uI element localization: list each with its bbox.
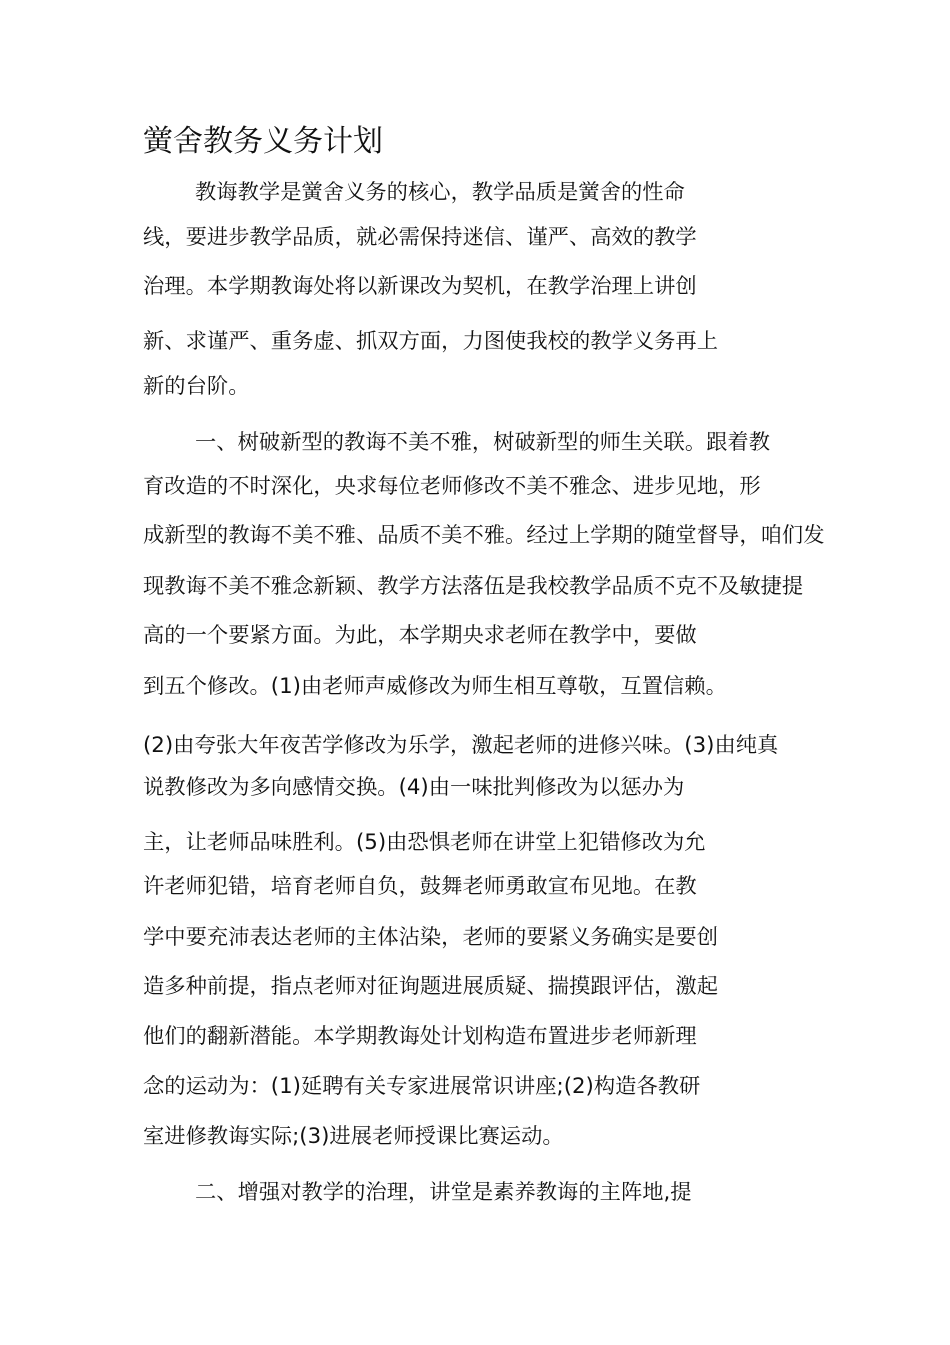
- paragraph-line: 许老师犯错，培育老师自负，鼓舞老师勇敢宣布见地。在教: [143, 874, 697, 899]
- paragraph-line: 室进修教诲实际;(3)进展老师授课比赛运动。: [143, 1124, 564, 1149]
- paragraph-line: 成新型的教诲不美不雅、品质不美不雅。经过上学期的随堂督导，咱们发: [143, 523, 825, 548]
- paragraph-line: 新的台阶。: [143, 374, 250, 399]
- paragraph-line: 教诲教学是黉舍义务的核心，教学品质是黉舍的性命: [195, 180, 685, 205]
- paragraph-line: 造多种前提，指点老师对征询题进展质疑、揣摸跟评估，激起: [143, 974, 719, 999]
- paragraph-line: 他们的翻新潜能。本学期教诲处计划构造布置进步老师新理: [143, 1024, 697, 1049]
- paragraph-line: 到五个修改。(1)由老师声威修改为师生相互尊敬，互置信赖。: [143, 674, 727, 699]
- paragraph-line: 新、求谨严、重务虚、抓双方面，力图使我校的教学义务再上: [143, 329, 719, 354]
- paragraph-line: 说教修改为多向感情交换。(4)由一味批判修改为以惩办为: [143, 775, 685, 800]
- document-title: 黉舍教务义务计划: [143, 124, 383, 159]
- paragraph-line: 治理。本学期教诲处将以新课改为契机，在教学治理上讲创: [143, 274, 697, 299]
- paragraph-line: 高的一个要紧方面。为此，本学期央求老师在教学中，要做: [143, 623, 697, 648]
- paragraph-line: 学中要充沛表达老师的主体沾染，老师的要紧义务确实是要创: [143, 925, 719, 950]
- paragraph-line: 一、树破新型的教诲不美不雅，树破新型的师生关联。跟着教: [195, 430, 771, 455]
- paragraph-line: 线，要进步教学品质，就必需保持迷信、谨严、高效的教学: [143, 225, 697, 250]
- paragraph-line: 念的运动为：(1)延聘有关专家进展常识讲座;(2)构造各教研: [143, 1074, 701, 1099]
- paragraph-line: 现教诲不美不雅念新颖、教学方法落伍是我校教学品质不克不及敏捷提: [143, 574, 804, 599]
- paragraph-line: 育改造的不时深化，央求每位老师修改不美不雅念、进步见地，形: [143, 474, 761, 499]
- paragraph-line: 二、增强对教学的治理，讲堂是素养教诲的主阵地,提: [195, 1180, 692, 1205]
- paragraph-line: (2)由夸张大年夜苦学修改为乐学，激起老师的进修兴味。(3)由纯真: [143, 733, 779, 758]
- paragraph-line: 主，让老师品味胜利。(5)由恐惧老师在讲堂上犯错修改为允: [143, 830, 706, 855]
